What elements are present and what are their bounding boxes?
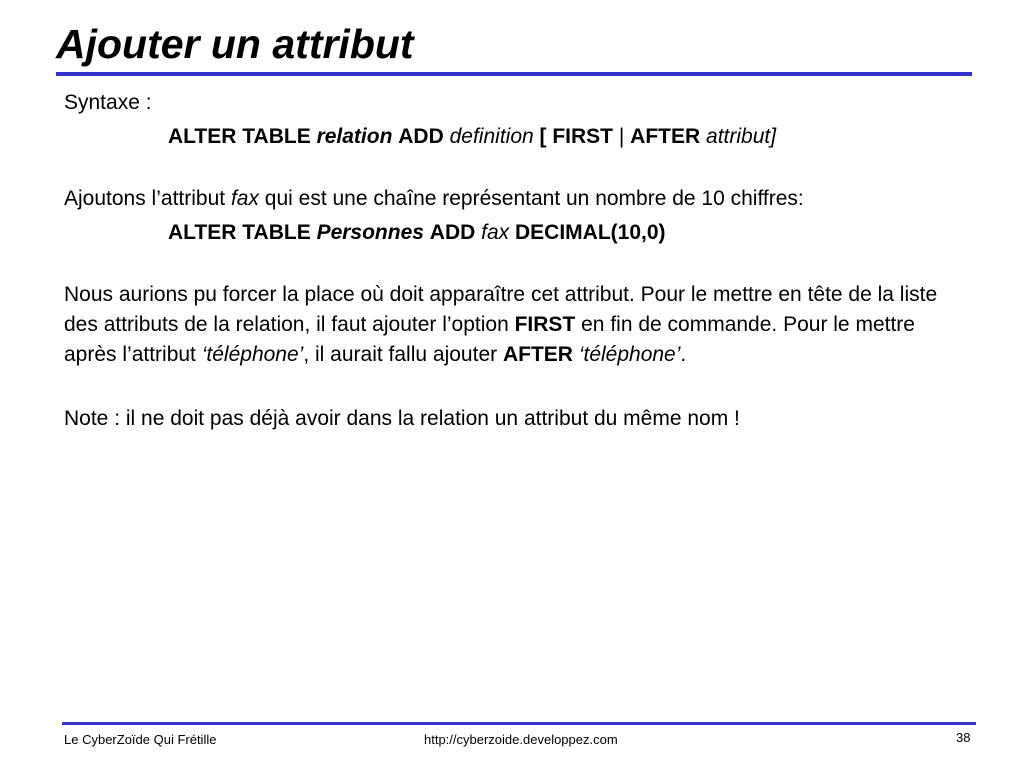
explanation-telephone-1: ‘téléphone’ [201,343,304,366]
syntax-kw-first: [ FIRST [539,125,614,148]
explanation-paragraph [64,280,964,370]
syntax-definition: definition [449,125,534,148]
example-type: DECIMAL(10,0) [515,221,666,244]
syntax-kw-add: ADD [398,125,444,148]
explanation-kw-after: AFTER [502,343,573,366]
syntax-kw-alter-table: ALTER TABLE [168,125,311,148]
explanation-part2: en fin de commande. Pour le mettre après l’attribut [64,313,915,366]
syntax-kw-after: AFTER [630,125,701,148]
explanation-part3: , il aurait fallu ajouter [303,343,498,366]
footer-author: Le CyberZoïde Qui Frétille [64,732,217,747]
syntax-code-line [64,122,964,152]
title-divider [56,72,972,76]
slide-title: Ajouter un attribut [56,21,414,67]
explanation-kw-first: FIRST [514,313,576,336]
example-kw-alter-table: ALTER TABLE [168,221,311,244]
footer-divider [62,722,976,725]
explanation-telephone-2: ‘téléphone’ [578,343,681,366]
footer-url: http://cyberzoide.developpez.com [424,732,618,747]
example-column: fax [481,221,510,244]
explanation-part4: . [680,343,687,366]
page-number: 38 [956,730,971,745]
example-intro [64,184,964,214]
syntax-relation: relation [316,125,393,148]
example-text-before: Ajoutons l’attribut [64,187,226,210]
note-paragraph: Note : il ne doit pas déjà avoir dans la relation un attribut du même nom ! [64,407,740,430]
syntax-pipe: | [618,125,625,148]
example-code-line [64,218,964,248]
example-fax: fax [230,187,259,210]
explanation-part1: Nous aurions pu forcer la place où doit apparaître cet attribut. Pour le mettre en tête de la liste des attributs de la relation, il faut ajouter l’option [64,283,938,336]
syntax-attribut: attribut] [706,125,777,148]
example-table-name: Personnes [316,221,424,244]
syntax-label: Syntaxe : [64,91,152,114]
example-text-after: qui est une chaîne représentant un nombre de 10 chiffres: [264,187,804,210]
slide-body [64,88,964,434]
example-kw-add: ADD [429,221,476,244]
